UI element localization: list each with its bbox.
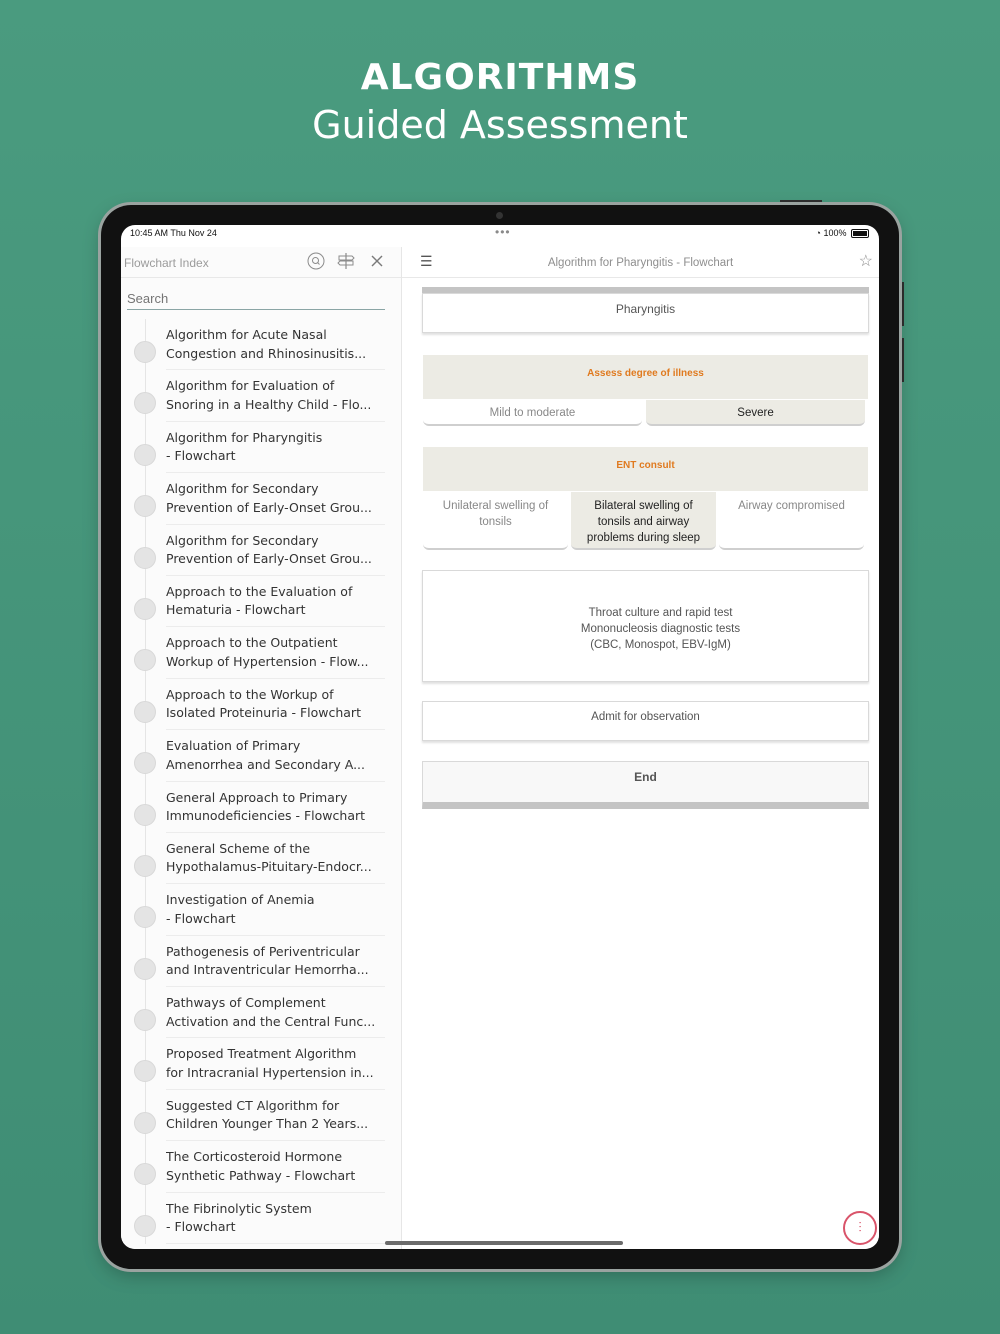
list-item-line: The Corticosteroid Hormone	[166, 1149, 343, 1165]
volume-up-button	[901, 282, 904, 326]
list-item[interactable]	[121, 884, 401, 935]
list-item-label	[166, 532, 378, 569]
list-item[interactable]	[121, 1193, 401, 1244]
headline-subtitle: Guided Assessment	[312, 103, 688, 147]
list-item-line: - Flowchart	[166, 1219, 236, 1235]
list-item[interactable]	[121, 627, 401, 678]
wifi-icon: ◔	[815, 228, 821, 238]
list-item-line: Approach to the Evaluation of	[166, 583, 353, 599]
signpost-icon-graphic	[337, 252, 355, 270]
list-item-label	[166, 634, 378, 671]
list-item-icon	[134, 752, 156, 774]
list-item-label	[166, 377, 378, 414]
option-severe[interactable]: Severe	[646, 400, 865, 426]
favorite-star-icon[interactable]: ☆	[858, 253, 873, 270]
list-item[interactable]	[121, 730, 401, 781]
list-item[interactable]	[121, 833, 401, 884]
list-item-line: Snoring in a Healthy Child - Flo...	[166, 396, 372, 412]
list-item-icon	[134, 495, 156, 517]
list-item-line: Pathogenesis of Periventricular	[166, 943, 360, 959]
list-item-icon	[134, 547, 156, 569]
node-assess-degree: Assess degree of illness	[423, 355, 868, 399]
status-bar	[121, 225, 879, 247]
battery-icon	[851, 229, 869, 238]
index-title: Flowchart Index	[124, 256, 209, 270]
flowchart-title: Algorithm for Pharyngitis - Flowchart	[547, 257, 734, 269]
list-item-line: The Fibrinolytic System	[166, 1200, 312, 1216]
headline-title: ALGORITHMS	[360, 57, 640, 98]
option-bilateral-swelling[interactable]: Bilateral swelling of tonsils and airway problems during sleep	[571, 492, 716, 550]
list-item-line: Immunodeficiencies - Flowchart	[166, 808, 366, 824]
list-item-label	[166, 1097, 378, 1134]
list-item-line: Approach to the Workup of	[166, 686, 334, 702]
signpost-icon[interactable]	[335, 252, 357, 274]
status-time: 10:45 AM Thu Nov 24	[130, 228, 217, 238]
list-item-line: Isolated Proteinuria - Flowchart	[166, 705, 361, 721]
list-item-line: Workup of Hypertension - Flow...	[166, 653, 369, 669]
list-item-label	[166, 429, 378, 466]
tests-line: (CBC, Monospot, EBV-IgM)	[590, 639, 731, 651]
list-item-line: Proposed Treatment Algorithm	[166, 1046, 357, 1062]
list-item[interactable]	[121, 319, 401, 370]
search-icon[interactable]	[305, 252, 327, 274]
list-item-line: Suggested CT Algorithm for	[166, 1097, 340, 1113]
screen	[121, 225, 879, 1249]
sidebar-toggle-icon[interactable]: ☰	[420, 253, 433, 269]
multitasking-dots-icon[interactable]: •••	[495, 225, 511, 239]
list-item-icon	[134, 804, 156, 826]
option-unilateral-swelling[interactable]: Unilateral swelling of tonsils	[423, 492, 568, 550]
list-item-label	[166, 943, 378, 980]
list-item-line: Algorithm for Secondary	[166, 481, 319, 497]
list-item-label	[166, 1200, 378, 1237]
adjust-sliders-icon[interactable]: ⫶	[843, 1211, 877, 1245]
list-item-line: Prevention of Early-Onset Grou...	[166, 499, 372, 515]
headline	[0, 56, 1000, 150]
list-item-icon	[134, 855, 156, 877]
list-item-line: for Intracranial Hypertension in...	[166, 1064, 374, 1080]
list-item[interactable]	[121, 679, 401, 730]
list-item-line: Hematuria - Flowchart	[166, 602, 306, 618]
option-airway-compromised[interactable]: Airway compromised	[719, 492, 864, 550]
list-item-line: General Approach to Primary	[166, 789, 348, 805]
list-item-line: Algorithm for Acute Nasal	[166, 327, 327, 342]
list-item-line: General Scheme of the	[166, 840, 311, 856]
list-item[interactable]	[121, 473, 401, 524]
top-button	[780, 200, 822, 203]
list-item-icon	[134, 649, 156, 671]
list-item-line: Evaluation of Primary	[166, 738, 301, 754]
index-header	[121, 247, 401, 278]
list-item[interactable]	[121, 370, 401, 421]
list-item-icon	[134, 1112, 156, 1134]
list-item-icon	[134, 906, 156, 928]
volume-down-button	[901, 338, 904, 382]
flowchart-index-panel	[121, 247, 402, 1249]
battery-indicator	[816, 228, 870, 238]
list-item-label	[166, 789, 378, 826]
list-item-line: Prevention of Early-Onset Grou...	[166, 551, 372, 567]
list-item-line: Synthetic Pathway - Flowchart	[166, 1167, 356, 1183]
tests-line: Throat culture and rapid test	[588, 607, 733, 619]
list-item-icon	[134, 1163, 156, 1185]
list-item[interactable]	[121, 1141, 401, 1192]
flowchart	[422, 287, 869, 847]
list-item-line: Algorithm for Evaluation of	[166, 378, 335, 394]
list-item-icon	[134, 392, 156, 414]
flowchart-list	[121, 319, 401, 1244]
list-item-icon	[134, 701, 156, 723]
list-item-icon	[134, 341, 156, 363]
close-icon-graphic	[370, 254, 384, 268]
list-item[interactable]	[121, 987, 401, 1038]
list-item-line: Approach to the Outpatient	[166, 635, 338, 651]
list-item-label	[166, 1045, 378, 1082]
list-item-line: Hypothalamus-Pituitary-Endocr...	[166, 859, 372, 875]
list-item[interactable]	[121, 525, 401, 576]
list-item-line: Activation and the Central Func...	[166, 1013, 376, 1029]
node-admit-observation[interactable]: Admit for observation	[422, 701, 869, 741]
list-item-icon	[134, 1060, 156, 1082]
node-pharyngitis[interactable]: Pharyngitis	[422, 293, 869, 333]
tablet-frame	[101, 205, 899, 1269]
tests-text	[423, 571, 868, 653]
tests-line: Mononucleosis diagnostic tests	[580, 623, 741, 635]
list-item-label	[166, 1148, 378, 1185]
list-item-label	[166, 891, 378, 928]
list-item-line: - Flowchart	[166, 910, 236, 926]
search-input[interactable]	[127, 287, 385, 310]
list-item[interactable]	[121, 1038, 401, 1089]
list-item[interactable]	[121, 576, 401, 627]
camera	[496, 212, 503, 219]
list-item[interactable]	[121, 1090, 401, 1141]
search-icon-graphic	[307, 252, 325, 270]
list-item-icon	[134, 958, 156, 980]
list-item-label	[166, 737, 378, 774]
list-item-line: Congestion and Rhinosinusitis...	[166, 345, 367, 361]
battery-text: 100%	[823, 228, 847, 238]
list-item[interactable]	[121, 936, 401, 987]
list-item-label	[166, 994, 378, 1031]
node-diagnostic-tests[interactable]	[422, 570, 869, 682]
flowchart-header	[402, 247, 879, 278]
flowchart-panel	[402, 247, 879, 1249]
list-item-line: Algorithm for Secondary	[166, 532, 319, 548]
list-item-icon	[134, 598, 156, 620]
list-item-icon	[134, 444, 156, 466]
close-icon[interactable]	[366, 252, 388, 274]
list-item-label	[166, 480, 378, 517]
list-item-line: Pathways of Complement	[166, 995, 326, 1011]
list-item-line: Investigation of Anemia	[166, 892, 315, 908]
list-divider	[166, 1243, 385, 1244]
list-item[interactable]	[121, 422, 401, 473]
list-item-icon	[134, 1009, 156, 1031]
list-item-label	[166, 686, 378, 723]
list-item-line: Amenorrhea and Secondary A...	[166, 756, 365, 772]
list-item-line: - Flowchart	[166, 448, 236, 464]
list-item-label	[166, 326, 378, 363]
list-item-line: Children Younger Than 2 Years...	[166, 1116, 369, 1132]
list-item[interactable]	[121, 782, 401, 833]
list-item-icon	[134, 1215, 156, 1237]
node-end[interactable]: End	[422, 761, 869, 809]
list-item-line: Algorithm for Pharyngitis	[166, 429, 323, 445]
home-indicator[interactable]	[385, 1241, 623, 1245]
list-item-label	[166, 583, 378, 620]
option-mild-to-moderate[interactable]: Mild to moderate	[423, 400, 642, 426]
list-item-label	[166, 840, 378, 877]
node-ent-consult: ENT consult	[423, 447, 868, 491]
list-item-line: and Intraventricular Hemorrha...	[166, 962, 369, 978]
